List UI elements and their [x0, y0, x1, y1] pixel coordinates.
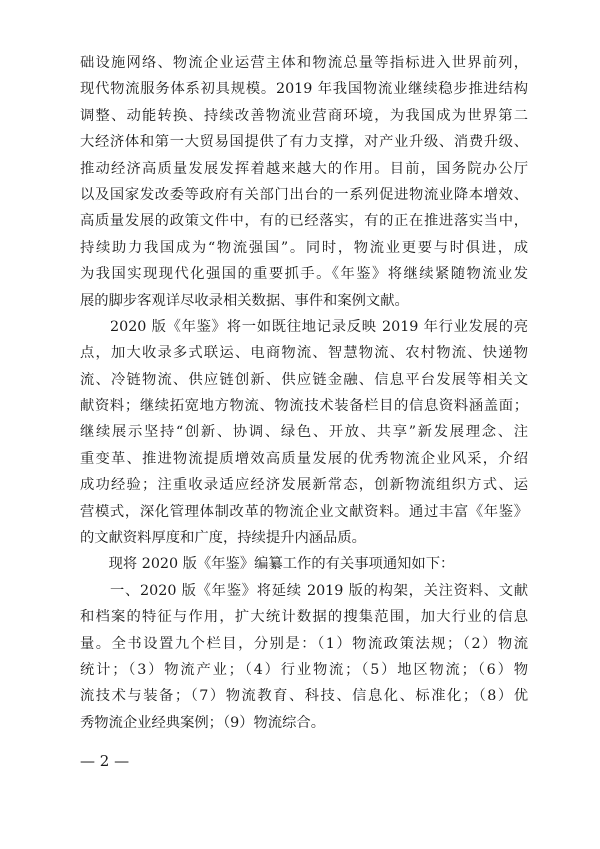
- text-line: 量。全书设置九个栏目，分别是：（1）物流政策法规；（2）物流: [80, 635, 528, 652]
- text-line: 统计；（3）物流产业；（4）行业物流；（5）地区物流；（6）物: [80, 661, 528, 678]
- text-line: 献资料；继续拓宽地方物流、物流技术装备栏目的信息资料涵盖面；: [80, 398, 528, 415]
- text-line: 秀物流企业经典案例；（9）物流综合。: [80, 714, 325, 731]
- text-line: 现将 2020 版《年鉴》编纂工作的有关事项通知如下：: [80, 556, 455, 573]
- text-line: 持续助力我国成为“物流强国”。同时，物流业更要与时俱进，成: [80, 239, 528, 256]
- page-number: — 2 —: [80, 752, 130, 770]
- text-line: 以及国家发改委等政府有关部门出台的一系列促进物流业降本增效、: [80, 186, 528, 203]
- text-line: 重变革、推进物流提质增效高质量发展的优秀物流企业风采，介绍: [80, 450, 528, 467]
- text-line: 流、冷链物流、供应链创新、供应链金融、信息平台发展等相关文: [80, 371, 528, 388]
- text-line: 大经济体和第一大贸易国提供了有力支撑，对产业升级、消费升级、: [80, 134, 528, 151]
- text-line: 推动经济高质量发展发挥着越来越大的作用。目前，国务院办公厅: [80, 160, 528, 177]
- text-line: 成功经验；注重收录适应经济发展新常态，创新物流组织方式、运: [80, 477, 528, 494]
- text-line: 的文献资料厚度和广度，持续提升内涵品质。: [80, 530, 366, 547]
- body-text: [80, 50, 528, 736]
- text-line: 调整、动能转换、持续改善物流业营商环境，为我国成为世界第二: [80, 107, 528, 124]
- text-line: 为我国实现现代化强国的重要抓手。《年鉴》将继续紧随物流业发: [80, 266, 528, 283]
- text-line: 2020 版《年鉴》将一如既往地记录反映 2019 年行业发展的亮: [80, 318, 528, 335]
- text-line: 础设施网络、物流企业运营主体和物流总量等指标进入世界前列，: [80, 55, 528, 71]
- text-line: 点，加大收录多式联运、电商物流、智慧物流、农村物流、快递物: [80, 345, 528, 362]
- text-line: 一、2020 版《年鉴》将延续 2019 版的构架，关注资料、文献: [80, 582, 528, 599]
- text-line: 和档案的特征与作用，扩大统计数据的搜集范围，加大行业的信息: [80, 609, 528, 626]
- text-line: 营模式，深化管理体制改革的物流企业文献资料。通过丰富《年鉴》: [80, 503, 528, 520]
- text-line: 展的脚步客观详尽收录相关数据、事件和案例文献。: [80, 292, 409, 309]
- text-line: 继续展示坚持“创新、协调、绿色、开放、共享”新发展理念、注: [80, 424, 528, 441]
- text-line: 流技术与装备；（7）物流教育、科技、信息化、标准化；（8）优: [80, 688, 528, 705]
- text-line: 高质量发展的政策文件中，有的已经落实，有的正在推进落实当中，: [80, 213, 528, 230]
- text-line: 现代物流服务体系初具规模。2019 年我国物流业继续稳步推进结构: [80, 81, 528, 98]
